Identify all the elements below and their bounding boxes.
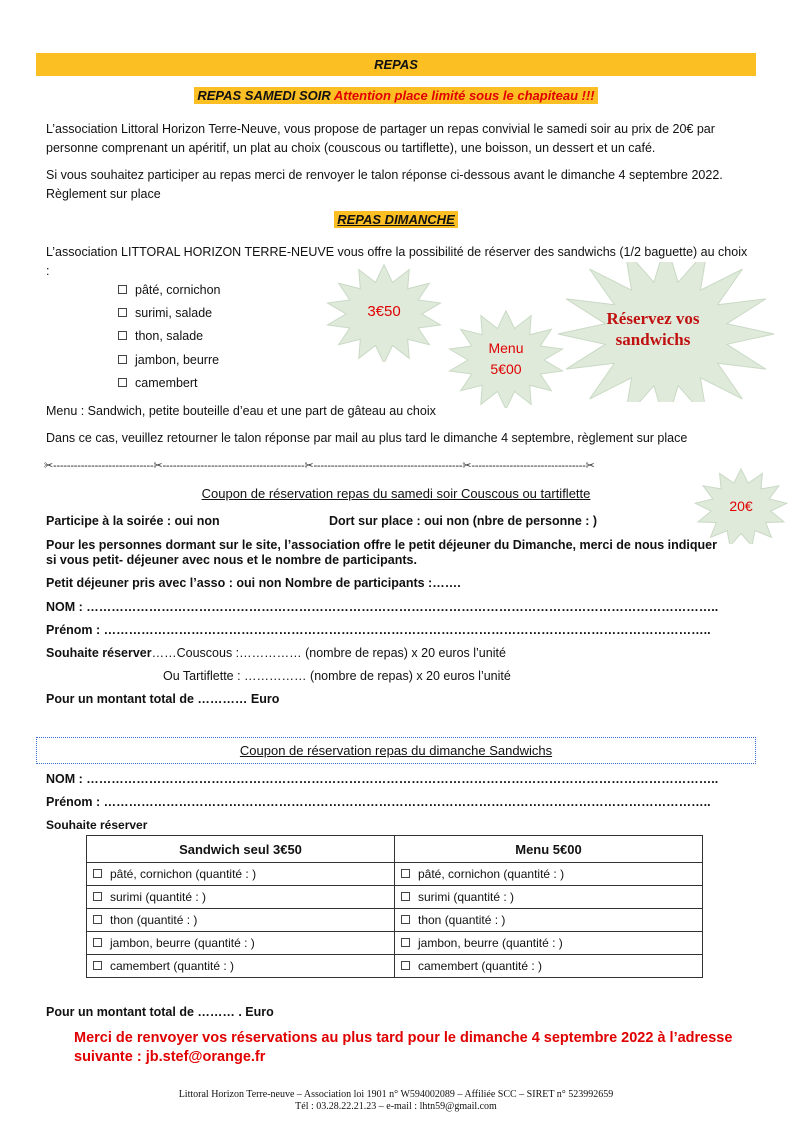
table-row <box>87 909 703 932</box>
option-item: camembert <box>118 376 198 390</box>
sandwich-order-table <box>86 835 703 978</box>
option-item: thon, salade <box>118 329 203 343</box>
checkbox-icon[interactable] <box>401 938 410 947</box>
reserve-star-line2: sandwichs <box>615 330 691 349</box>
option-item: jambon, beurre <box>118 353 219 367</box>
header-title: REPAS <box>374 57 418 72</box>
tartiflette-field[interactable]: Ou Tartiflette : …………… (nombre de repas) x 20 euros l’unité <box>163 669 511 683</box>
sunday-heading-line <box>0 212 792 227</box>
checkbox-icon[interactable] <box>93 892 102 901</box>
checkbox-icon[interactable] <box>93 915 102 924</box>
price-sandwich-star <box>324 262 444 362</box>
checkbox-icon <box>118 378 127 387</box>
couscous-field[interactable]: ……Couscous :…………… (nombre de repas) x 20 euros l’unité <box>151 646 506 660</box>
coupon-saturday-title-line <box>0 486 792 501</box>
saturday-paragraph-1: L’association Littoral Horizon Terre-Neuve, vous propose de partager un repas convivial le samedi soir au prix de 20€ par personne comprenant un apéritif, un plat au choix (couscous ou tartiflette), une boisson, un dessert et un café. <box>46 122 715 155</box>
participe-line: Participe à la soirée : oui non <box>46 514 220 528</box>
prenom-field[interactable]: Prénom : ……………………………………………………………………………………………………………………………….. <box>46 795 711 809</box>
checkbox-icon <box>118 308 127 317</box>
option-item: pâté, cornichon <box>118 283 220 297</box>
nom-field[interactable]: NOM : …………………………………………………………………………………………………………………………………….. <box>46 600 719 614</box>
table-cell[interactable]: camembert (quantité : ) <box>87 955 395 978</box>
column-header-menu: Menu 5€00 <box>395 836 703 863</box>
prenom-field[interactable]: Prénom : ……………………………………………………………………………………………………………………………….. <box>46 623 711 637</box>
return-instructions: Dans ce cas, veuillez retourner le talon réponse par mail au plus tard le dimanche 4 septembre, règlement sur place <box>46 431 688 445</box>
table-row <box>87 932 703 955</box>
table-cell[interactable]: jambon, beurre (quantité : ) <box>395 932 703 955</box>
checkbox-icon <box>118 355 127 364</box>
checkbox-icon[interactable] <box>93 961 102 970</box>
table-cell[interactable]: thon (quantité : ) <box>395 909 703 932</box>
menu-star-line2: 5€00 <box>490 361 522 377</box>
coupon-sunday-title: Coupon de réservation repas du dimanche Sandwichs <box>239 743 553 758</box>
saturday-warning: Attention place limité sous le chapiteau !!! <box>333 88 595 103</box>
souhaite-label: Souhaite réserver <box>46 646 152 660</box>
coupon-sunday-title-box <box>36 737 756 764</box>
table-row <box>87 863 703 886</box>
coupon-saturday-title: Coupon de réservation repas du samedi soir Couscous ou tartiflette <box>201 486 591 501</box>
checkbox-icon[interactable] <box>401 915 410 924</box>
saturday-heading: REPAS SAMEDI SOIR Attention place limité sous le chapiteau !!! <box>194 87 597 104</box>
table-cell[interactable]: thon (quantité : ) <box>87 909 395 932</box>
checkbox-icon[interactable] <box>401 869 410 878</box>
dort-line: Dort sur place : oui non (nbre de personne : ) <box>329 514 598 528</box>
table-cell[interactable]: pâté, cornichon (quantité : ) <box>395 863 703 886</box>
price-dinner-star <box>693 468 789 544</box>
saturday-paragraph-2: Si vous souhaitez participer au repas merci de renvoyer le talon réponse ci-dessous avant le dimanche 4 septembre 2022. Règlement sur place <box>46 168 723 201</box>
sunday-heading: REPAS DIMANCHE <box>334 211 458 228</box>
table-row <box>87 955 703 978</box>
table-cell[interactable]: pâté, cornichon (quantité : ) <box>87 863 395 886</box>
breakfast-line: Petit déjeuner pris avec l’asso : oui non Nombre de participants :……. <box>46 576 461 590</box>
breakfast-note: Pour les personnes dormant sur le site, l’association offre le petit déjeuner du Dimanche, merci de nous indiquer si vous petit- déjeuner avec nous et le nombre de participants. <box>46 538 717 567</box>
coupon-sunday-total[interactable]: Pour un montant total de ……… . Euro <box>46 1005 274 1019</box>
checkbox-icon[interactable] <box>401 892 410 901</box>
checkbox-icon <box>118 331 127 340</box>
reserve-star-line1: Réservez vos <box>606 309 700 328</box>
price-dinner-label: 20€ <box>729 498 753 514</box>
option-item: surimi, salade <box>118 306 212 320</box>
table-cell[interactable]: camembert (quantité : ) <box>395 955 703 978</box>
menu-price-star <box>446 308 566 408</box>
cut-line: ✂-----------------------------✂-----------------------------------------✂-------------------------------------------✂---------------------------------✂ <box>44 460 595 472</box>
reserve-sandwich-star <box>556 262 778 402</box>
footer-line-2: Tél : 03.28.22.21.23 – e-mail : lhtn59@gmail.com <box>295 1101 497 1112</box>
checkbox-icon[interactable] <box>93 869 102 878</box>
table-cell[interactable]: jambon, beurre (quantité : ) <box>87 932 395 955</box>
final-note: Merci de renvoyer vos réservations au plus tard pour le dimanche 4 septembre 2022 à l’adresse suivante : jb.stef@orange.fr <box>74 1030 733 1065</box>
nom-field[interactable]: NOM : …………………………………………………………………………………………………………………………………….. <box>46 772 719 786</box>
table-header-row <box>87 836 703 863</box>
table-cell[interactable]: surimi (quantité : ) <box>395 886 703 909</box>
price-sandwich-label: 3€50 <box>367 303 401 320</box>
coupon-saturday-total[interactable]: Pour un montant total de ………… Euro <box>46 692 280 706</box>
souhaite-line <box>46 646 506 660</box>
menu-description: Menu : Sandwich, petite bouteille d’eau et une part de gâteau au choix <box>46 404 436 418</box>
menu-star-line1: Menu <box>488 340 524 356</box>
footer-line-1: Littoral Horizon Terre-neuve – Association loi 1901 n° W594002089 – Affiliée SCC – SIRET n° 523992659 <box>178 1089 614 1100</box>
souhaite-reserver-label: Souhaite réserver <box>46 818 148 832</box>
column-header-sandwich: Sandwich seul 3€50 <box>87 836 395 863</box>
header-banner <box>36 53 756 76</box>
table-row <box>87 886 703 909</box>
saturday-heading-line <box>0 88 792 103</box>
checkbox-icon[interactable] <box>401 961 410 970</box>
table-cell[interactable]: surimi (quantité : ) <box>87 886 395 909</box>
checkbox-icon[interactable] <box>93 938 102 947</box>
checkbox-icon <box>118 285 127 294</box>
sunday-paragraph: L’association LITTORAL HORIZON TERRE-NEUVE vous offre la possibilité de réserver des sandwichs (1/2 baguette) au choix : <box>46 245 748 278</box>
